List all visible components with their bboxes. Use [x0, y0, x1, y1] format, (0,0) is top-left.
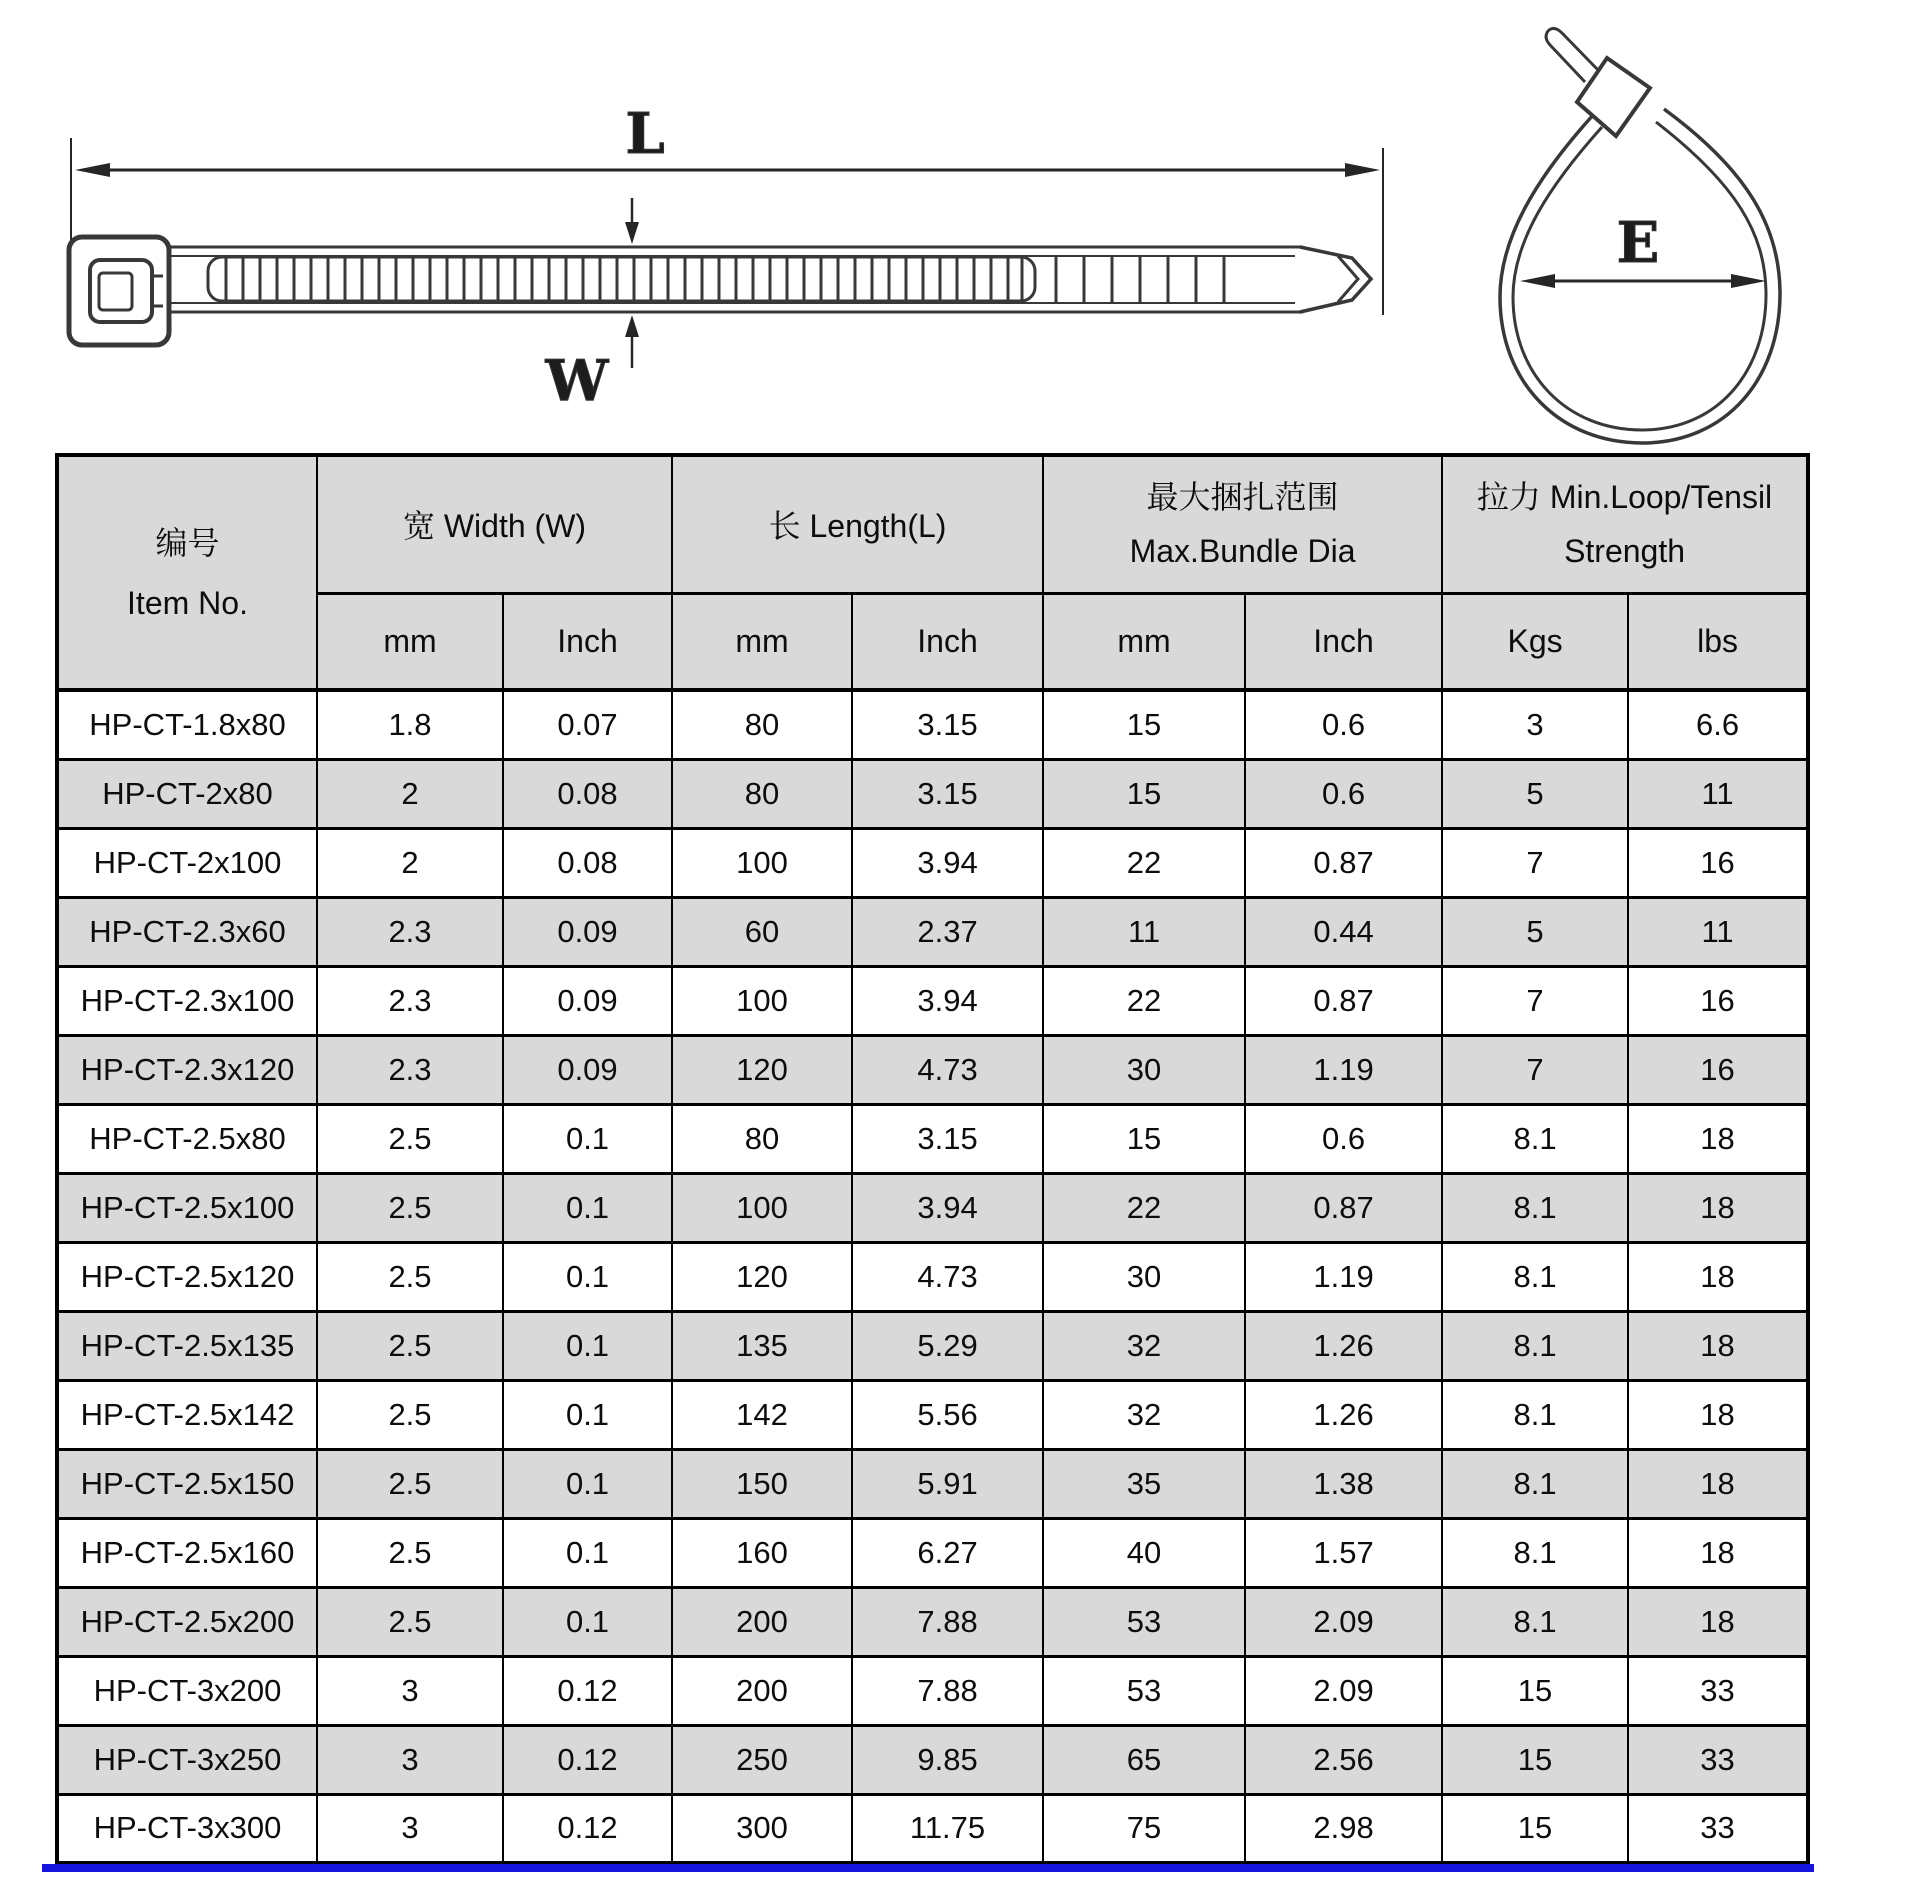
- spec-value-cell: 8.1: [1442, 1518, 1628, 1587]
- spec-value-cell: 0.1: [503, 1311, 672, 1380]
- spec-value-cell: 2.5: [317, 1104, 503, 1173]
- spec-value-cell: 2.37: [852, 897, 1043, 966]
- spec-value-cell: 0.87: [1245, 966, 1442, 1035]
- spec-value-cell: 0.1: [503, 1242, 672, 1311]
- column-group-tensile-strength: [1442, 455, 1808, 593]
- spec-value-cell: 18: [1628, 1173, 1808, 1242]
- spec-value-cell: 1.19: [1245, 1035, 1442, 1104]
- spec-value-cell: 2.5: [317, 1311, 503, 1380]
- spec-value-cell: 15: [1442, 1725, 1628, 1794]
- spec-value-cell: 100: [672, 1173, 852, 1242]
- spec-value-cell: 7: [1442, 1035, 1628, 1104]
- spec-value-cell: 100: [672, 966, 852, 1035]
- table-row: [57, 828, 1808, 897]
- bundle-dimension: [1520, 274, 1766, 288]
- spec-value-cell: 18: [1628, 1449, 1808, 1518]
- spec-value-cell: 11: [1628, 759, 1808, 828]
- bundle-dim-label: E: [1616, 210, 1660, 276]
- item-no-cell: HP-CT-2.5x160: [57, 1518, 317, 1587]
- spec-value-cell: 150: [672, 1449, 852, 1518]
- column-group-bundle-dia: [1043, 455, 1442, 593]
- spec-value-cell: 3.15: [852, 1104, 1043, 1173]
- spec-value-cell: 200: [672, 1587, 852, 1656]
- spec-value-cell: 2.5: [317, 1173, 503, 1242]
- spec-table: [55, 453, 1810, 1865]
- spec-value-cell: 8.1: [1442, 1242, 1628, 1311]
- spec-value-cell: 2.3: [317, 897, 503, 966]
- spec-value-cell: 3: [317, 1725, 503, 1794]
- spec-value-cell: 35: [1043, 1449, 1245, 1518]
- spec-value-cell: 16: [1628, 1035, 1808, 1104]
- spec-value-cell: 18: [1628, 1380, 1808, 1449]
- spec-value-cell: 0.12: [503, 1794, 672, 1863]
- spec-value-cell: 0.1: [503, 1518, 672, 1587]
- table-row: [57, 1242, 1808, 1311]
- spec-value-cell: 0.6: [1245, 759, 1442, 828]
- spec-value-cell: 0.09: [503, 966, 672, 1035]
- spec-value-cell: 0.12: [503, 1656, 672, 1725]
- spec-value-cell: 30: [1043, 1242, 1245, 1311]
- item-no-cell: HP-CT-2.5x200: [57, 1587, 317, 1656]
- loop-tail: [1546, 28, 1598, 82]
- bottom-accent-line: [42, 1864, 1814, 1872]
- strength-header-en: Strength: [1564, 533, 1686, 570]
- spec-value-cell: 16: [1628, 966, 1808, 1035]
- spec-value-cell: 18: [1628, 1587, 1808, 1656]
- length-dimension: [71, 138, 1383, 315]
- length-dim-label: L: [625, 101, 665, 167]
- spec-value-cell: 0.1: [503, 1449, 672, 1518]
- subheader-strength-lbs: lbs: [1628, 593, 1808, 690]
- spec-value-cell: 5: [1442, 897, 1628, 966]
- spec-value-cell: 2.09: [1245, 1656, 1442, 1725]
- spec-value-cell: 120: [672, 1242, 852, 1311]
- spec-value-cell: 11: [1628, 897, 1808, 966]
- table-row: [57, 1725, 1808, 1794]
- spec-value-cell: 15: [1043, 690, 1245, 759]
- spec-value-cell: 2.5: [317, 1380, 503, 1449]
- cable-tie-diagram: [0, 0, 1923, 453]
- spec-value-cell: 3.15: [852, 759, 1043, 828]
- spec-value-cell: 1.8: [317, 690, 503, 759]
- spec-value-cell: 0.1: [503, 1104, 672, 1173]
- table-row: [57, 1656, 1808, 1725]
- table-row: [57, 1035, 1808, 1104]
- width-dimension: [625, 198, 639, 368]
- spec-value-cell: 8.1: [1442, 1311, 1628, 1380]
- spec-value-cell: 18: [1628, 1311, 1808, 1380]
- item-no-cell: HP-CT-2.5x142: [57, 1380, 317, 1449]
- spec-value-cell: 15: [1442, 1794, 1628, 1863]
- table-row: [57, 759, 1808, 828]
- spec-value-cell: 3: [317, 1794, 503, 1863]
- spec-value-cell: 5: [1442, 759, 1628, 828]
- spec-value-cell: 5.29: [852, 1311, 1043, 1380]
- column-header-item-no: [57, 455, 317, 690]
- subheader-length-inch: Inch: [852, 593, 1043, 690]
- spec-value-cell: 0.12: [503, 1725, 672, 1794]
- table-row: [57, 1311, 1808, 1380]
- item-no-cell: HP-CT-2.5x150: [57, 1449, 317, 1518]
- spec-value-cell: 6.27: [852, 1518, 1043, 1587]
- spec-value-cell: 80: [672, 1104, 852, 1173]
- spec-value-cell: 3: [317, 1656, 503, 1725]
- table-row: [57, 1518, 1808, 1587]
- item-no-cell: HP-CT-1.8x80: [57, 690, 317, 759]
- spec-value-cell: 18: [1628, 1104, 1808, 1173]
- table-row: [57, 1104, 1808, 1173]
- spec-value-cell: 80: [672, 759, 852, 828]
- spec-value-cell: 1.38: [1245, 1449, 1442, 1518]
- spec-value-cell: 9.85: [852, 1725, 1043, 1794]
- cable-tie-strap: [169, 247, 1371, 312]
- spec-table-body: [57, 690, 1808, 1863]
- spec-value-cell: 5.91: [852, 1449, 1043, 1518]
- spec-value-cell: 250: [672, 1725, 852, 1794]
- spec-value-cell: 8.1: [1442, 1380, 1628, 1449]
- bundle-header-cn: 最大捆扎范围: [1146, 479, 1339, 516]
- spec-value-cell: 300: [672, 1794, 852, 1863]
- subheader-length-mm: mm: [672, 593, 852, 690]
- spec-value-cell: 2: [317, 759, 503, 828]
- spec-value-cell: 2.56: [1245, 1725, 1442, 1794]
- strength-header-cn: 拉力 Min.Loop/Tensil: [1476, 479, 1773, 516]
- spec-value-cell: 11.75: [852, 1794, 1043, 1863]
- spec-value-cell: 22: [1043, 1173, 1245, 1242]
- spec-value-cell: 0.44: [1245, 897, 1442, 966]
- spec-value-cell: 53: [1043, 1587, 1245, 1656]
- subheader-bundle-mm: mm: [1043, 593, 1245, 690]
- spec-table-header: [57, 455, 1808, 690]
- table-row: [57, 1380, 1808, 1449]
- subheader-width-inch: Inch: [503, 593, 672, 690]
- spec-value-cell: 0.1: [503, 1173, 672, 1242]
- spec-value-cell: 40: [1043, 1518, 1245, 1587]
- spec-value-cell: 0.09: [503, 1035, 672, 1104]
- spec-value-cell: 22: [1043, 966, 1245, 1035]
- table-row: [57, 1449, 1808, 1518]
- spec-value-cell: 1.57: [1245, 1518, 1442, 1587]
- spec-value-cell: 2: [317, 828, 503, 897]
- spec-value-cell: 120: [672, 1035, 852, 1104]
- spec-value-cell: 7.88: [852, 1587, 1043, 1656]
- item-no-cell: HP-CT-2.5x80: [57, 1104, 317, 1173]
- spec-value-cell: 11: [1043, 897, 1245, 966]
- spec-value-cell: 6.6: [1628, 690, 1808, 759]
- column-group-length: 长 Length(L): [672, 455, 1043, 593]
- spec-value-cell: 1.26: [1245, 1311, 1442, 1380]
- item-no-cell: HP-CT-2.5x135: [57, 1311, 317, 1380]
- table-row: [57, 897, 1808, 966]
- spec-value-cell: 0.07: [503, 690, 672, 759]
- bundle-header-en: Max.Bundle Dia: [1129, 533, 1356, 570]
- strap-end-ticks: [1056, 256, 1224, 302]
- table-row: [57, 1173, 1808, 1242]
- spec-value-cell: 100: [672, 828, 852, 897]
- width-dim-label: W: [545, 348, 609, 414]
- spec-value-cell: 15: [1043, 1104, 1245, 1173]
- item-no-cell: HP-CT-2x80: [57, 759, 317, 828]
- table-row: [57, 1587, 1808, 1656]
- cable-tie-head: [69, 237, 169, 345]
- table-row: [57, 966, 1808, 1035]
- spec-value-cell: 18: [1628, 1242, 1808, 1311]
- spec-value-cell: 32: [1043, 1380, 1245, 1449]
- spec-value-cell: 33: [1628, 1725, 1808, 1794]
- item-header-cn: 编号: [155, 524, 220, 561]
- spec-value-cell: 53: [1043, 1656, 1245, 1725]
- item-no-cell: HP-CT-2.3x120: [57, 1035, 317, 1104]
- spec-value-cell: 0.87: [1245, 1173, 1442, 1242]
- spec-value-cell: 2.5: [317, 1449, 503, 1518]
- spec-value-cell: 0.87: [1245, 828, 1442, 897]
- column-group-width: 宽 Width (W): [317, 455, 672, 593]
- subheader-strength-kgs: Kgs: [1442, 593, 1628, 690]
- spec-value-cell: 0.08: [503, 828, 672, 897]
- spec-value-cell: 8.1: [1442, 1173, 1628, 1242]
- spec-value-cell: 16: [1628, 828, 1808, 897]
- subheader-width-mm: mm: [317, 593, 503, 690]
- item-no-cell: HP-CT-2x100: [57, 828, 317, 897]
- item-no-cell: HP-CT-2.3x100: [57, 966, 317, 1035]
- spec-value-cell: 2.5: [317, 1242, 503, 1311]
- spec-value-cell: 2.98: [1245, 1794, 1442, 1863]
- spec-value-cell: 8.1: [1442, 1104, 1628, 1173]
- spec-value-cell: 1.19: [1245, 1242, 1442, 1311]
- spec-value-cell: 8.1: [1442, 1449, 1628, 1518]
- spec-value-cell: 2.3: [317, 1035, 503, 1104]
- spec-value-cell: 80: [672, 690, 852, 759]
- spec-value-cell: 22: [1043, 828, 1245, 897]
- table-row: [57, 690, 1808, 759]
- spec-value-cell: 4.73: [852, 1242, 1043, 1311]
- spec-value-cell: 7.88: [852, 1656, 1043, 1725]
- spec-value-cell: 0.1: [503, 1380, 672, 1449]
- spec-value-cell: 4.73: [852, 1035, 1043, 1104]
- spec-value-cell: 0.08: [503, 759, 672, 828]
- strap-teeth: [226, 258, 1022, 300]
- spec-value-cell: 135: [672, 1311, 852, 1380]
- item-no-cell: HP-CT-3x200: [57, 1656, 317, 1725]
- spec-value-cell: 1.26: [1245, 1380, 1442, 1449]
- spec-value-cell: 7: [1442, 828, 1628, 897]
- spec-value-cell: 7: [1442, 966, 1628, 1035]
- spec-value-cell: 0.6: [1245, 690, 1442, 759]
- spec-value-cell: 15: [1043, 759, 1245, 828]
- item-header-en: Item No.: [127, 584, 248, 621]
- spec-value-cell: 15: [1442, 1656, 1628, 1725]
- spec-value-cell: 160: [672, 1518, 852, 1587]
- spec-value-cell: 2.09: [1245, 1587, 1442, 1656]
- spec-value-cell: 3.94: [852, 966, 1043, 1035]
- spec-value-cell: 75: [1043, 1794, 1245, 1863]
- spec-value-cell: 200: [672, 1656, 852, 1725]
- spec-value-cell: 2.5: [317, 1518, 503, 1587]
- subheader-bundle-inch: Inch: [1245, 593, 1442, 690]
- spec-value-cell: 3: [1442, 690, 1628, 759]
- spec-value-cell: 3.94: [852, 828, 1043, 897]
- spec-value-cell: 0.09: [503, 897, 672, 966]
- spec-value-cell: 0.1: [503, 1587, 672, 1656]
- spec-value-cell: 3.94: [852, 1173, 1043, 1242]
- spec-value-cell: 3.15: [852, 690, 1043, 759]
- spec-value-cell: 8.1: [1442, 1587, 1628, 1656]
- table-row: [57, 1794, 1808, 1863]
- item-no-cell: HP-CT-2.5x120: [57, 1242, 317, 1311]
- spec-value-cell: 5.56: [852, 1380, 1043, 1449]
- item-no-cell: HP-CT-3x300: [57, 1794, 317, 1863]
- spec-value-cell: 65: [1043, 1725, 1245, 1794]
- spec-value-cell: 60: [672, 897, 852, 966]
- item-no-cell: HP-CT-2.3x60: [57, 897, 317, 966]
- spec-value-cell: 18: [1628, 1518, 1808, 1587]
- spec-value-cell: 32: [1043, 1311, 1245, 1380]
- spec-value-cell: 2.5: [317, 1587, 503, 1656]
- spec-value-cell: 33: [1628, 1656, 1808, 1725]
- spec-value-cell: 2.3: [317, 966, 503, 1035]
- item-no-cell: HP-CT-2.5x100: [57, 1173, 317, 1242]
- spec-value-cell: 33: [1628, 1794, 1808, 1863]
- spec-value-cell: 0.6: [1245, 1104, 1442, 1173]
- spec-value-cell: 142: [672, 1380, 852, 1449]
- spec-value-cell: 30: [1043, 1035, 1245, 1104]
- item-no-cell: HP-CT-3x250: [57, 1725, 317, 1794]
